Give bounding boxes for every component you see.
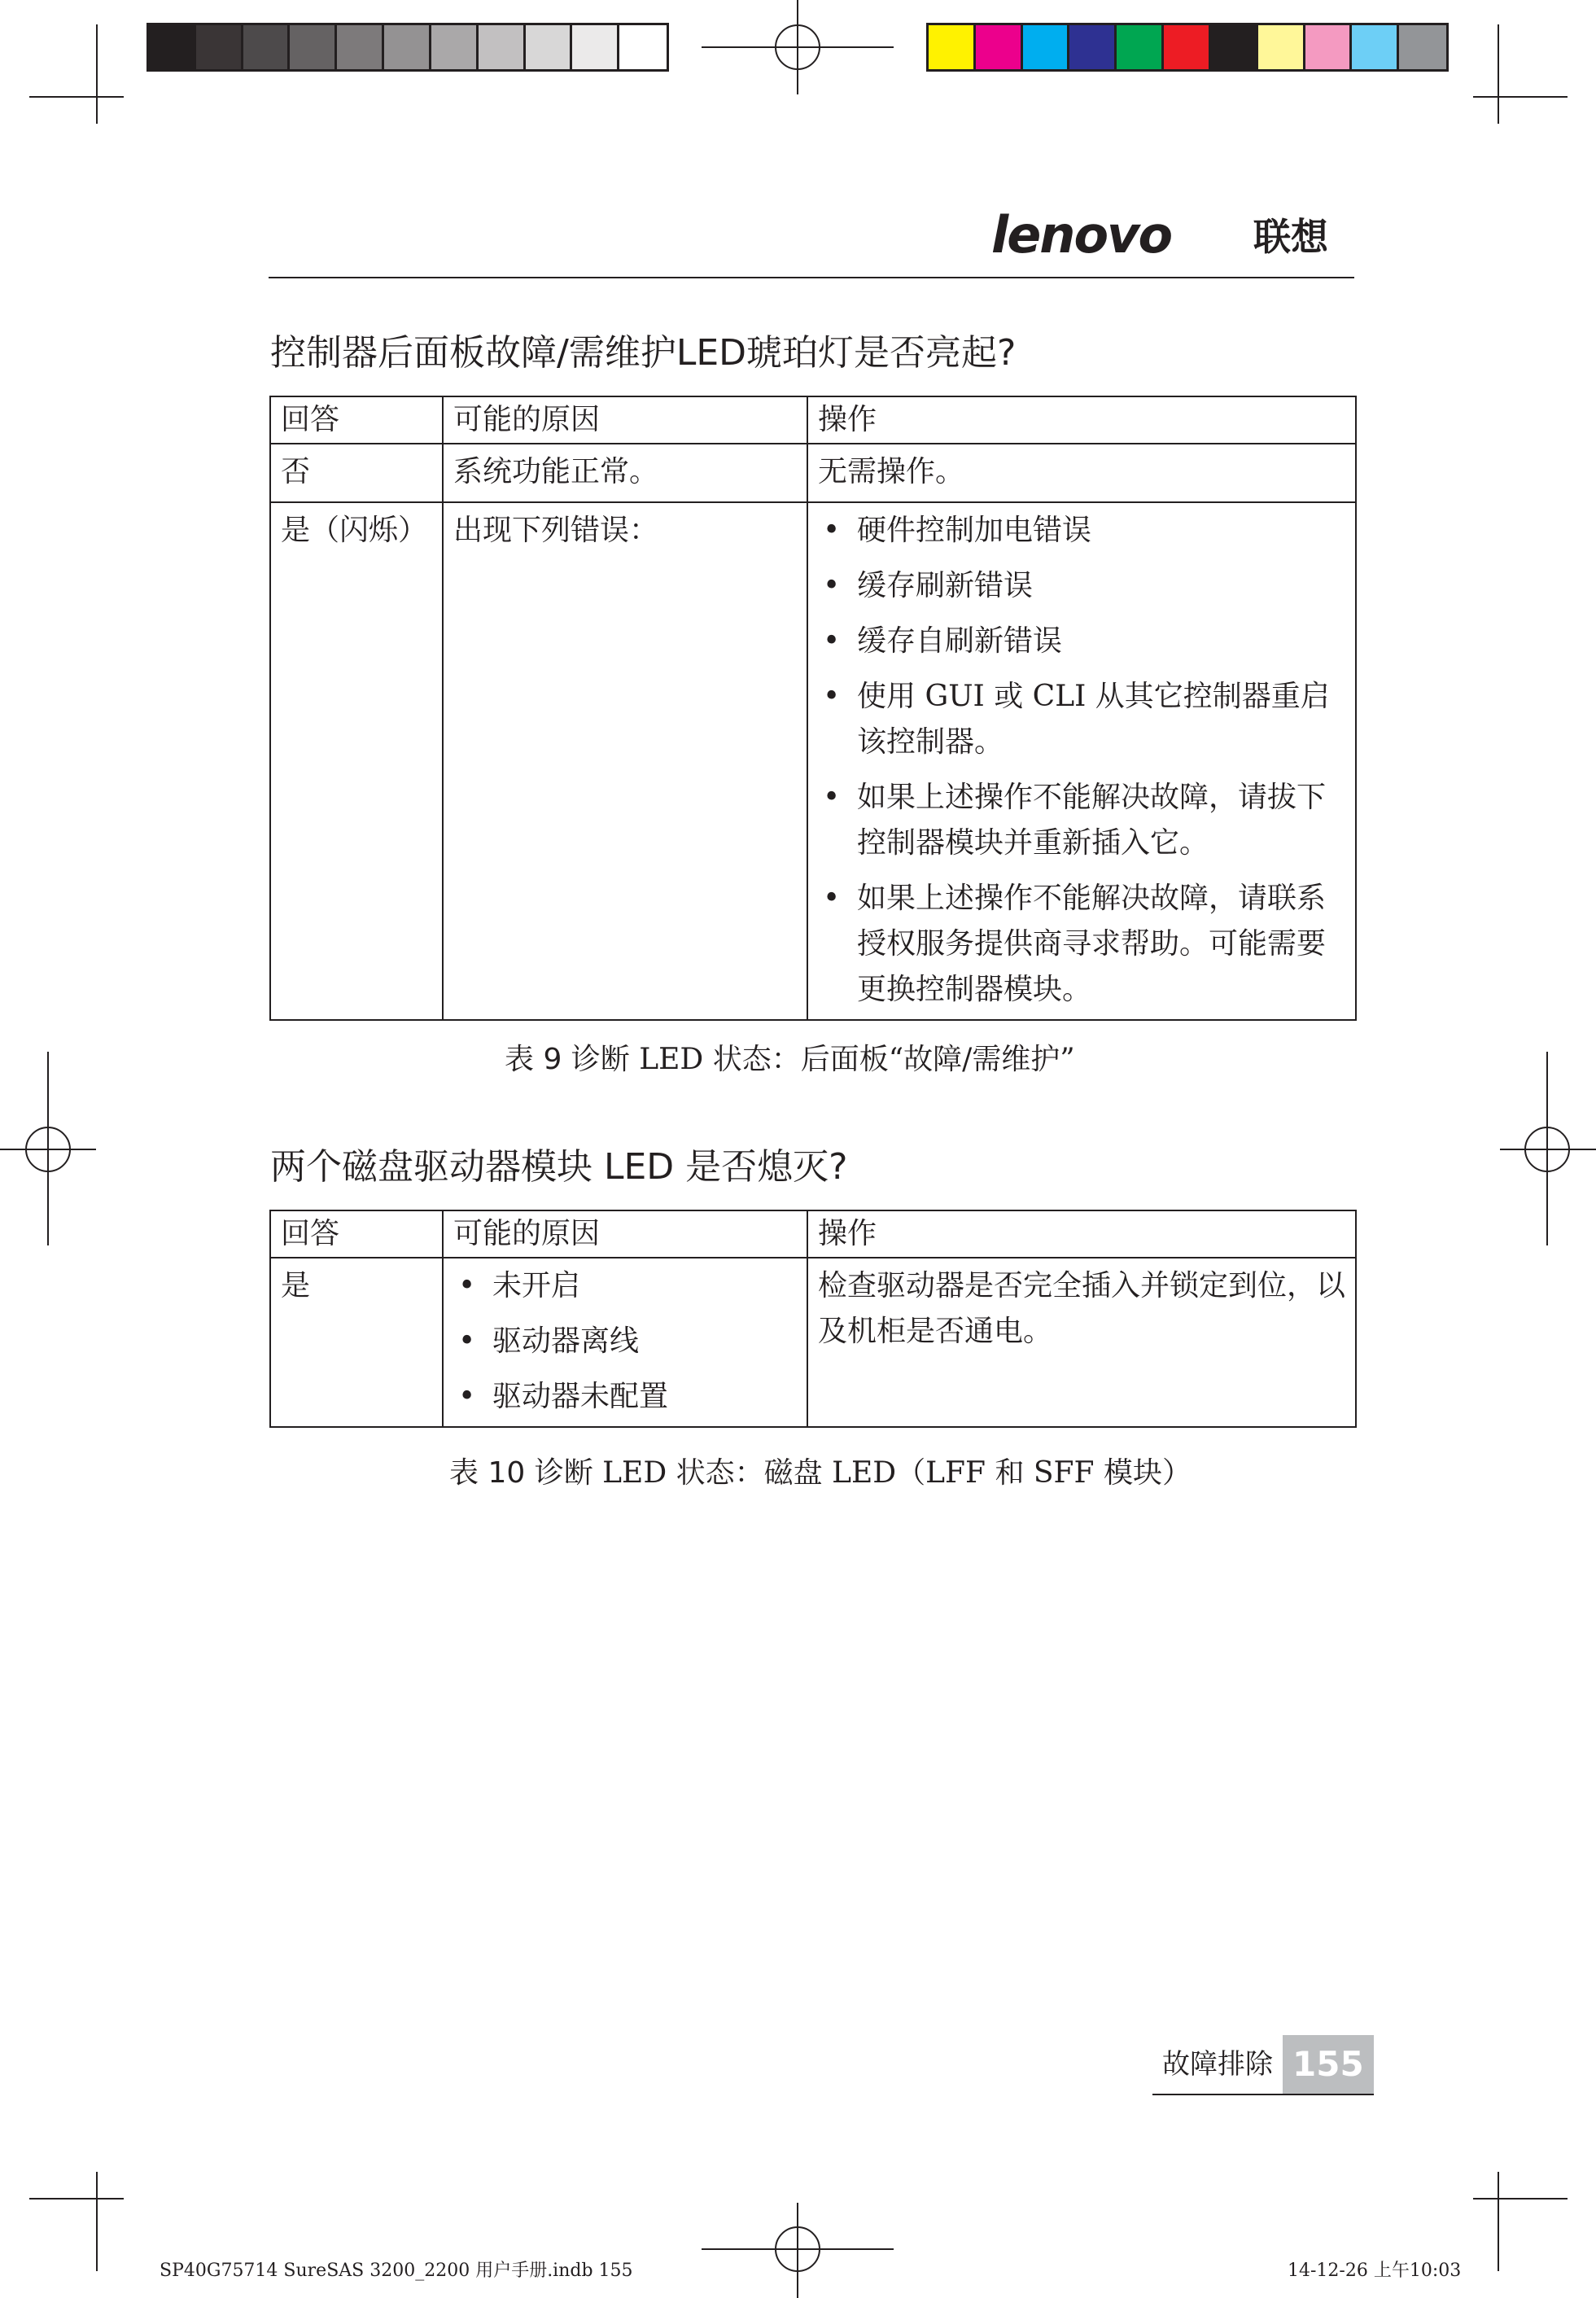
list-item: • 缓存自刷新错误 bbox=[818, 619, 1345, 664]
list-item: • 驱动器离线 bbox=[453, 1319, 797, 1364]
print-slug-filename: SP40G75714 SureSAS 3200_2200 用户手册.indb 155 bbox=[160, 2261, 633, 2281]
crop-mark bbox=[29, 2198, 124, 2200]
lenovo-logo: lenovo bbox=[991, 205, 1172, 265]
disk-led-table bbox=[269, 1210, 1357, 1428]
color-swatch bbox=[976, 25, 1023, 69]
section-heading-disk-led: 两个磁盘驱动器模块 LED 是否熄灭? bbox=[270, 1146, 848, 1188]
crop-mark bbox=[1498, 24, 1499, 124]
table-header-row bbox=[270, 1210, 1356, 1258]
cause-cell bbox=[443, 1258, 807, 1427]
color-swatch bbox=[1117, 25, 1164, 69]
answer-cell: 是 bbox=[270, 1258, 443, 1427]
crop-mark bbox=[96, 2172, 98, 2271]
section-heading-rear-panel-fault: 控制器后面板故障/需维护LED琥珀灯是否亮起? bbox=[270, 332, 1017, 374]
action-cell bbox=[807, 502, 1356, 1020]
action-list bbox=[818, 508, 1345, 1013]
table-caption bbox=[505, 1042, 1075, 1077]
cause-cell: 系统功能正常。 bbox=[443, 444, 807, 502]
gray-swatch bbox=[526, 25, 573, 69]
lenovo-logo-chinese: 联想 bbox=[1253, 215, 1328, 259]
color-swatch bbox=[1258, 25, 1305, 69]
rear-panel-fault-table bbox=[269, 396, 1357, 1021]
answer-cell: 否 bbox=[270, 444, 443, 502]
gray-swatch bbox=[290, 25, 337, 69]
list-item: • 如果上述操作不能解决故障，请拔下控制器模块并重新插入它。 bbox=[818, 775, 1345, 866]
list-item: • 如果上述操作不能解决故障，请联系授权服务提供商寻求帮助。可能需要更换控制器模块。 bbox=[818, 876, 1345, 1013]
grayscale-bar bbox=[146, 23, 669, 72]
registration-circle-icon bbox=[775, 24, 820, 70]
color-swatch bbox=[929, 25, 976, 69]
gray-swatch bbox=[619, 25, 667, 69]
gray-swatch bbox=[479, 25, 526, 69]
list-item: • 未开启 bbox=[453, 1263, 797, 1309]
color-swatch bbox=[1305, 25, 1353, 69]
header-rule bbox=[269, 277, 1354, 278]
crop-mark bbox=[1498, 2172, 1499, 2271]
color-swatch bbox=[1023, 25, 1070, 69]
column-header-answer: 回答 bbox=[270, 1210, 443, 1258]
caption-text: 诊断 LED 状态：后面板“故障/需维护” bbox=[562, 1043, 1075, 1076]
action-cell: 检查驱动器是否完全插入并锁定到位，以及机柜是否通电。 bbox=[807, 1258, 1356, 1427]
answer-cell: 是（闪烁） bbox=[270, 502, 443, 1020]
footer-section-name: 故障排除 bbox=[1162, 2048, 1273, 2081]
footer-section-tab bbox=[1152, 2035, 1374, 2095]
column-header-answer: 回答 bbox=[270, 396, 443, 444]
gray-swatch bbox=[243, 25, 291, 69]
gray-swatch bbox=[337, 25, 384, 69]
gray-swatch bbox=[384, 25, 431, 69]
caption-label: 表 10 bbox=[449, 1456, 526, 1490]
column-header-cause: 可能的原因 bbox=[443, 1210, 807, 1258]
gray-swatch bbox=[572, 25, 619, 69]
list-item: • 使用 GUI 或 CLI 从其它控制器重启该控制器。 bbox=[818, 674, 1345, 765]
list-item: • 缓存刷新错误 bbox=[818, 563, 1345, 609]
crop-mark bbox=[96, 24, 98, 124]
color-swatch bbox=[1069, 25, 1117, 69]
table-header-row bbox=[270, 396, 1356, 444]
crop-mark bbox=[1473, 96, 1568, 98]
gray-swatch bbox=[196, 25, 243, 69]
color-swatch bbox=[1399, 25, 1446, 69]
column-header-action: 操作 bbox=[807, 1210, 1356, 1258]
list-item: • 驱动器未配置 bbox=[453, 1374, 797, 1420]
gray-swatch bbox=[149, 25, 196, 69]
cause-list bbox=[453, 1263, 797, 1420]
crop-mark bbox=[1473, 2198, 1568, 2200]
registration-circle-icon bbox=[775, 2226, 820, 2272]
color-swatch bbox=[1164, 25, 1211, 69]
crop-mark bbox=[29, 96, 124, 98]
caption-text: 诊断 LED 状态：磁盘 LED（LFF 和 SFF 模块） bbox=[525, 1456, 1192, 1490]
color-calibration-bar bbox=[926, 23, 1449, 72]
caption-label: 表 9 bbox=[505, 1043, 562, 1076]
table-row bbox=[270, 502, 1356, 1020]
cause-cell: 出现下列错误： bbox=[443, 502, 807, 1020]
action-cell: 无需操作。 bbox=[807, 444, 1356, 502]
list-item: • 硬件控制加电错误 bbox=[818, 508, 1345, 554]
print-slug-timestamp: 14-12-26 上午10:03 bbox=[1288, 2261, 1462, 2281]
color-swatch bbox=[1352, 25, 1399, 69]
gray-swatch bbox=[431, 25, 479, 69]
registration-circle-icon bbox=[25, 1127, 71, 1172]
registration-circle-icon bbox=[1524, 1127, 1570, 1172]
table-caption bbox=[449, 1455, 1192, 1490]
column-header-action: 操作 bbox=[807, 396, 1356, 444]
table-row bbox=[270, 444, 1356, 502]
page-number: 155 bbox=[1283, 2035, 1374, 2094]
column-header-cause: 可能的原因 bbox=[443, 396, 807, 444]
color-swatch bbox=[1211, 25, 1258, 69]
table-row bbox=[270, 1258, 1356, 1427]
